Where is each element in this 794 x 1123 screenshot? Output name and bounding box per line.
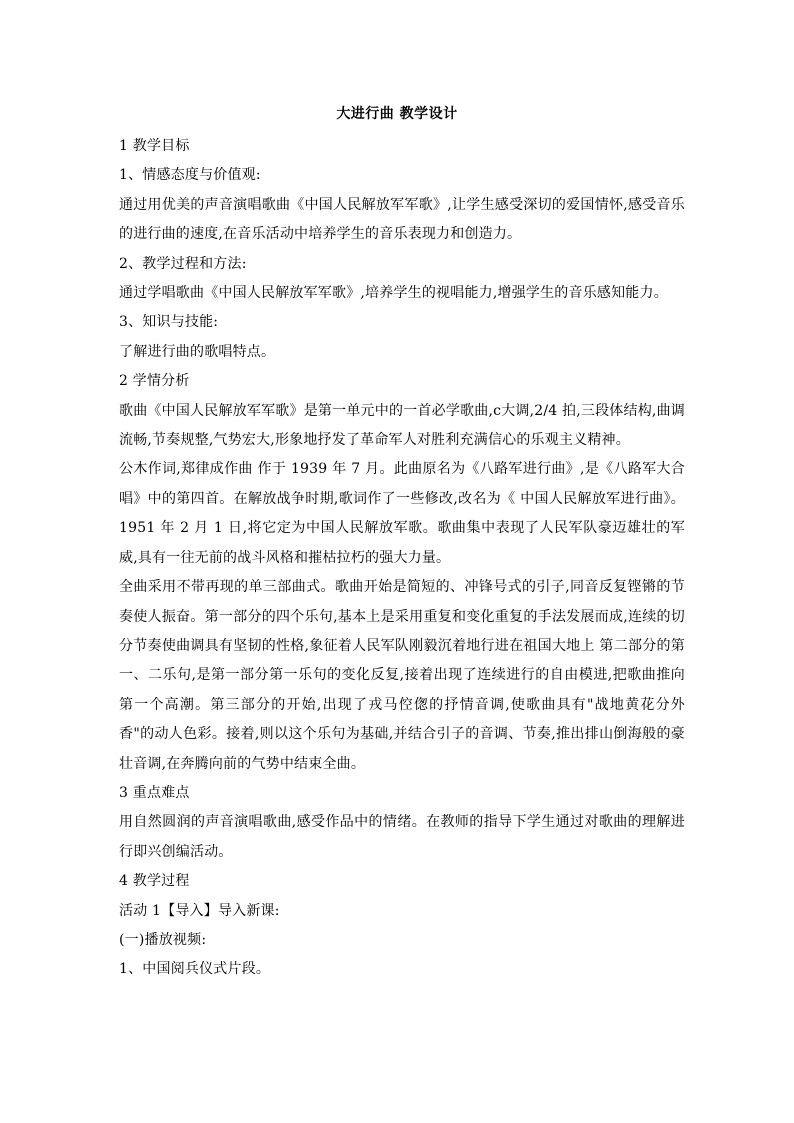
- paragraph-song-history: 公木作词,郑律成作曲 作于 1939 年 7 月。此曲原名为《八路军进行曲》,是《八路军大合唱》中的第四首。在解放战争时期,歌词作了一些修改,改名为《 中国人民解放军进行曲》。1951 年 2 月 1 日,将它定为中国人民解放军歌。歌曲集中表现了人民军队豪迈雄壮的军威,具有一往无前的战斗风格和摧枯拉朽的强大力量。: [119, 461, 685, 566]
- activity-heading: 活动 1【导入】导入新课:: [119, 902, 280, 919]
- paragraph-knowledge-skills: 了解进行曲的歌唱特点。: [119, 343, 276, 360]
- section-heading-teaching-process: 4 教学过程: [119, 873, 190, 890]
- list-item-parade-clip: 1、中国阅兵仪式片段。: [119, 961, 271, 978]
- document-body: [119, 132, 685, 985]
- paragraph-key-points: 用自然圆润的声音演唱歌曲,感受作品中的情绪。在教师的指导下学生通过对歌曲的理解进行即兴创编活动。: [119, 814, 685, 860]
- section-heading-teaching-goals: 1 教学目标: [119, 138, 190, 154]
- document-title: 大进行曲 教学设计: [336, 106, 458, 122]
- paragraph-attitude-values: 通过用优美的声音演唱歌曲《中国人民解放军军歌》,让学生感受深切的爱国情怀,感受音乐的进行曲的速度,在音乐活动中培养学生的音乐表现力和创造力。: [119, 196, 685, 243]
- paragraph-song-structure: 全曲采用不带再现的单三部曲式。歌曲开始是简短的、冲锋号式的引子,同音反复铿锵的节奏使人振奋。第一部分的四个乐句,基本上是采用重复和变化重复的手法发展而成,连续的切分节奏使曲调具有坚韧的性格,象征着人民军队刚毅沉着地行进在祖国大地上 第二部分的第一、二乐句,是第一部分第一乐句的变化反复,接着出现了连续进行的自由模进,把歌曲推向第一个高潮。第三部分的开始,出现了戎马倥偬的抒情音调,使歌曲具有"战地黄花分外 香"的动人色彩。接着,则以这个乐句为基础,并结合引子的音调、节奏,推出排山倒海般的豪壮音调,在奔腾向前的气势中结束全曲。: [119, 579, 685, 772]
- step-heading-play-video: (一)播放视频:: [119, 931, 207, 948]
- subheading-knowledge-skills: 3、知识与技能:: [119, 314, 219, 331]
- subheading-process-methods: 2、教学过程和方法:: [119, 255, 247, 272]
- section-heading-key-points: 3 重点难点: [119, 784, 190, 801]
- paragraph-process-methods: 通过学唱歌曲《中国人民解放军军歌》,培养学生的视唱能力,增强学生的音乐感知能力。: [119, 285, 668, 302]
- subheading-attitude-values: 1、情感态度与价值观:: [119, 167, 261, 184]
- section-heading-student-analysis: 2 学情分析: [119, 373, 190, 390]
- paragraph-song-overview: 歌曲《中国人民解放军军歌》是第一单元中的一首必学歌曲,c大调,2/4 拍,三段体结构,曲调流畅,节奏规整,气势宏大,形象地抒发了革命军人对胜利充满信心的乐观主义精神。: [119, 402, 685, 449]
